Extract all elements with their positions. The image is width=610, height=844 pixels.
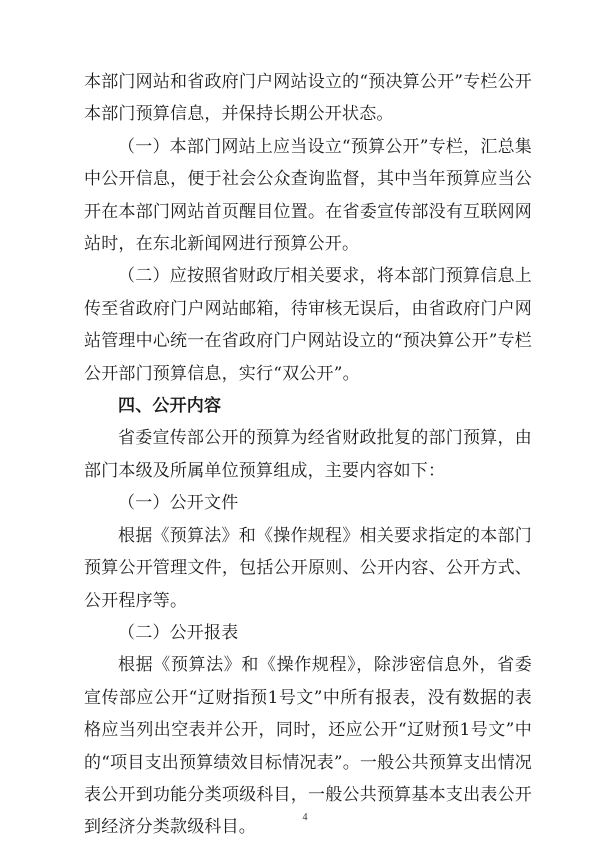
paragraph-content-intro: 省委宣传部公开的预算为经省财政批复的部门预算，由部门本级及所属单位预算组成，主要内容如下： (84, 428, 532, 481)
subheading-documents: （一）公开文件 (118, 493, 239, 514)
paragraph-portal-upload: （二）应按照省财政厅相关要求，将本部门预算信息上传至省政府门户网站邮箱，待审核无误后，由省政府门户网站管理中心统一在省政府门户网站设立的“预决算公开”专栏公开部门预算信息，实行“双公开”。 (84, 266, 532, 384)
paragraph-reports: 根据《预算法》和《操作规程》，除涉密信息外，省委宣传部应公开“辽财指预1号文”中所有报表，没有数据的表格应当列出空表并公开，同时，还应公开“辽财预1号文”中的“项目支出预算绩效目标情况表”。一般公共预算支出情况表公开到功能分类项级科目，一般公共预算基本支出表公开到经济分类款级科目。 (84, 655, 532, 838)
paragraph-documents: 根据《预算法》和《操作规程》相关要求指定的本部门预算公开管理文件，包括公开原则、公开内容、公开方式、公开程序等。 (84, 525, 532, 611)
paragraph-website-column: （一）本部门网站上应当设立“预算公开”专栏，汇总集中公开信息，便于社会公众查询监督，其中当年预算应当公开在本部门网站首页醒目位置。在省委宣传部没有互联网网站时，在东北新闻网进行预算公开。 (84, 136, 532, 255)
page-number: 4 (302, 812, 308, 823)
section-heading-content: 四、公开内容 (118, 396, 222, 417)
paragraph-continuation: 本部门网站和省政府门户网站设立的“预决算公开”专栏公开本部门预算信息，并保持长期公开状态。 (84, 72, 532, 125)
subheading-reports: （二）公开报表 (118, 622, 239, 643)
body-text (84, 66, 532, 844)
